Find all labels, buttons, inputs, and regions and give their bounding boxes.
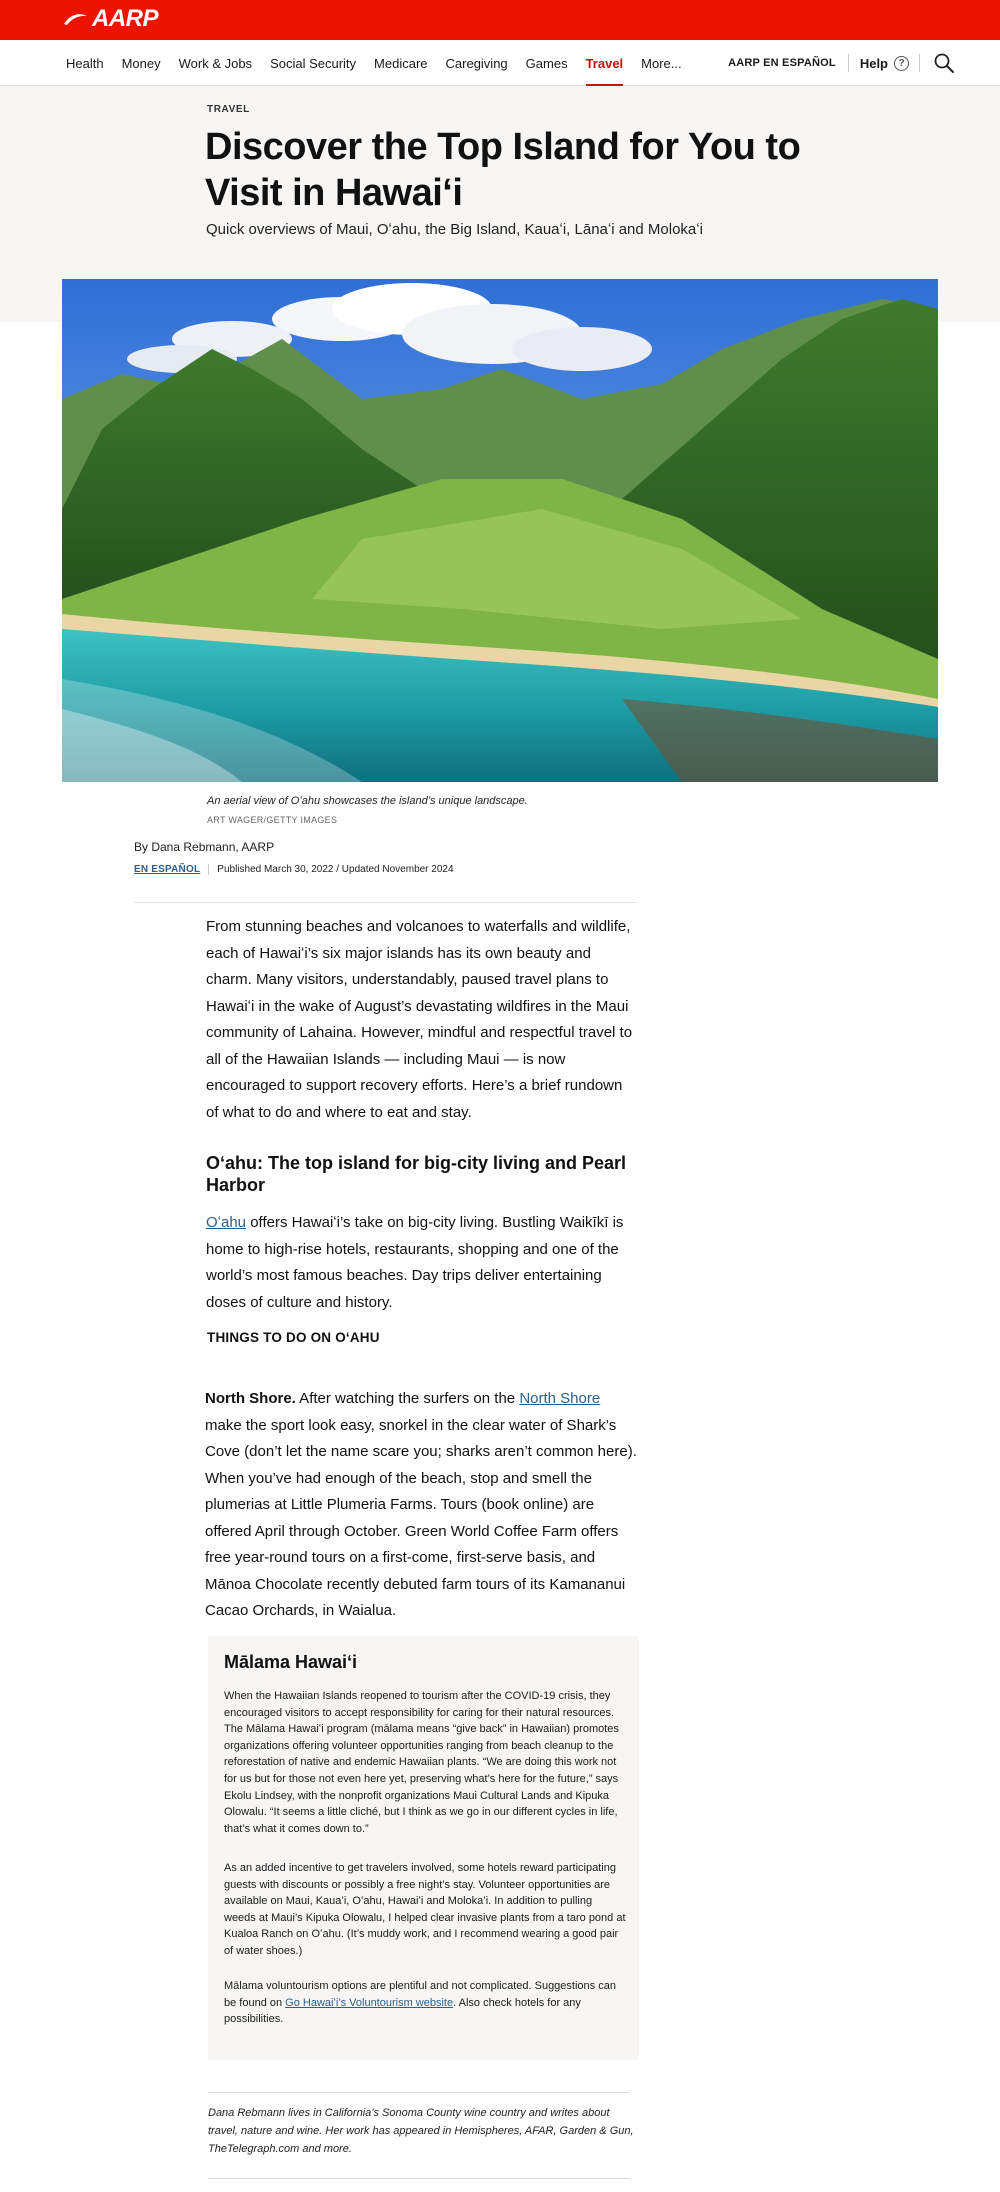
oahu-paragraph bbox=[206, 1210, 636, 1316]
nav-item-work-jobs[interactable]: Work & Jobs bbox=[178, 55, 253, 71]
author-bio: Dana Rebmann lives in California’s Sonoma County wine country and writes about travel, nature and wine. Her work has appeared in Hemispheres, AFAR, Garden & Gun, TheTelegraph.com and more. bbox=[208, 2107, 634, 2155]
divider bbox=[208, 2178, 630, 2179]
help-label: Help bbox=[859, 55, 888, 71]
hero-image-oahu-aerial bbox=[62, 279, 938, 782]
section-heading-oahu: Oʻahu: The top island for big-city living and Pearl Harbor bbox=[206, 1153, 627, 1195]
brand-bar bbox=[0, 0, 1000, 40]
nav-item-more[interactable]: More... bbox=[641, 55, 682, 71]
intro-paragraph: From stunning beaches and volcanoes to waterfalls and wildlife, each of Hawaiʻi’s six major islands has its own beauty and charm. Many visitors, understandably, paused travel plans to Hawaiʻi in the wake of August’s devastating wildfires in the Maui community of Lahaina. However, mindful and respectful travel to all of the Hawaiian Islands — including Maui — is now encouraged to support recovery efforts. Here’s a brief rundown of what to do and where to eat and stay. bbox=[206, 918, 633, 1121]
box-paragraph-3-a: Mālama voluntourism options are plentiful and not complicated. Suggestions can be found on bbox=[224, 1980, 616, 2009]
article-meta bbox=[134, 864, 454, 875]
north-shore-text-b: make the sport look easy, snorkel in the clear water of Shark’s Cove (don’t let the name scare you; sharks aren’t common here). When you’ve had enough of the beach, stop and smell the plumerias at Little Plumeria Farms. Tours (book online) are offered April through October. Green World Coffee Farm offers free year-round tours on a first-come, first-serve basis, and Mānoa Chocolate recently debuted farm tours of its Kamananui Cacao Orchards, in Waialua. bbox=[205, 1416, 637, 1619]
box-paragraph-3 bbox=[224, 1978, 626, 2028]
byline: By Dana Rebmann, AARP bbox=[134, 840, 275, 854]
search-icon[interactable] bbox=[933, 52, 955, 74]
divider bbox=[208, 2092, 630, 2093]
image-caption: An aerial view of Oʻahu showcases the island’s unique landscape. bbox=[207, 795, 528, 807]
box-paragraph-2: As an added incentive to get travelers involved, some hotels reward participating guests with discounts or possibly a free night’s stay. Volunteer opportunities are available on Maui, Kauaʻi, Oʻahu, Hawaiʻi and Molokaʻi. In addition to pulling weeds at Maui’s Kipuka Olowalu, I helped clear invasive plants from a taro pond at Kualoa Ranch on Oʻahu. (It’s muddy work, and I recommend wearing a good pair of water shoes.) bbox=[224, 1862, 626, 1957]
north-shore-link[interactable]: North Shore bbox=[519, 1390, 601, 1407]
en-espanol-link[interactable]: EN ESPAÑOL bbox=[134, 864, 209, 875]
north-shore-paragraph bbox=[205, 1386, 640, 1625]
main-nav bbox=[0, 40, 1000, 86]
oahu-link[interactable]: Oʻahu bbox=[206, 1214, 247, 1231]
image-credit: ART WAGER/GETTY IMAGES bbox=[207, 815, 338, 825]
oahu-paragraph-text: offers Hawaiʻi’s take on big-city living. Bustling Waikīkī is home to high-rise hotels, restaurants, shopping and one of the world’s most famous beaches. Day trips deliver entertaining doses of culture and history. bbox=[206, 1214, 624, 1311]
things-to-do-heading: THINGS TO DO ON OʻAHU bbox=[207, 1330, 380, 1345]
nav-list bbox=[66, 40, 691, 86]
north-shore-lead: North Shore. bbox=[205, 1390, 296, 1407]
article-headline: Discover the Top Island for You to Visit in Hawaiʻi bbox=[205, 126, 801, 214]
malama-hawaii-box bbox=[208, 1636, 639, 2060]
divider bbox=[134, 902, 638, 903]
article-dek: Quick overviews of Maui, Oʻahu, the Big Island, Kauaʻi, Lānaʻi and Molokaʻi bbox=[206, 221, 703, 238]
nav-utility bbox=[728, 40, 920, 86]
nav-item-social-security[interactable]: Social Security bbox=[270, 55, 357, 71]
box-title: Mālama Hawaiʻi bbox=[224, 1652, 358, 1672]
nav-item-caregiving[interactable]: Caregiving bbox=[445, 55, 508, 71]
aarp-logo[interactable] bbox=[62, 6, 158, 32]
section-kicker[interactable]: TRAVEL bbox=[207, 104, 250, 115]
nav-item-health[interactable]: Health bbox=[66, 55, 104, 71]
box-paragraph-3-b: . Also check hotels for any possibilities. bbox=[224, 1996, 581, 2026]
nav-item-games[interactable]: Games bbox=[525, 55, 568, 71]
help-link[interactable] bbox=[849, 54, 920, 72]
nav-item-medicare[interactable]: Medicare bbox=[374, 55, 428, 71]
question-circle-icon: ? bbox=[894, 56, 909, 71]
publish-date: Published March 30, 2022 / Updated November 2024 bbox=[217, 864, 454, 875]
logo-swoosh-icon bbox=[62, 12, 88, 26]
nav-item-money[interactable]: Money bbox=[121, 55, 161, 71]
box-paragraph-1: When the Hawaiian Islands reopened to tourism after the COVID-19 crisis, they encouraged visitors to accept responsibility for caring for their natural resources. The Mālama Hawaiʻi program (mālama means “give back” in Hawaiian) promotes organizations offering volunteer opportunities ranging from beach cleanup to the reforestation of native and endemic Hawaiian plants. “We are doing this work not for us but for those not even here yet, preserving what’s here for the future,” says Ekolu Lindsey, with the nonprofit organizations Maui Cultural Lands and Kipuka Olowalu. “It seems a little cliché, but I think as we go in our different cycles in life, that’s what it comes down to.” bbox=[224, 1690, 619, 1835]
logo-text: AARP bbox=[92, 5, 159, 32]
voluntourism-link[interactable]: Go Hawaiʻi’s Voluntourism website bbox=[285, 1996, 454, 2009]
espanol-link[interactable]: AARP EN ESPAÑOL bbox=[728, 54, 849, 72]
nav-item-travel[interactable]: Travel bbox=[577, 40, 633, 86]
north-shore-text-a: After watching the surfers on the bbox=[295, 1390, 520, 1407]
